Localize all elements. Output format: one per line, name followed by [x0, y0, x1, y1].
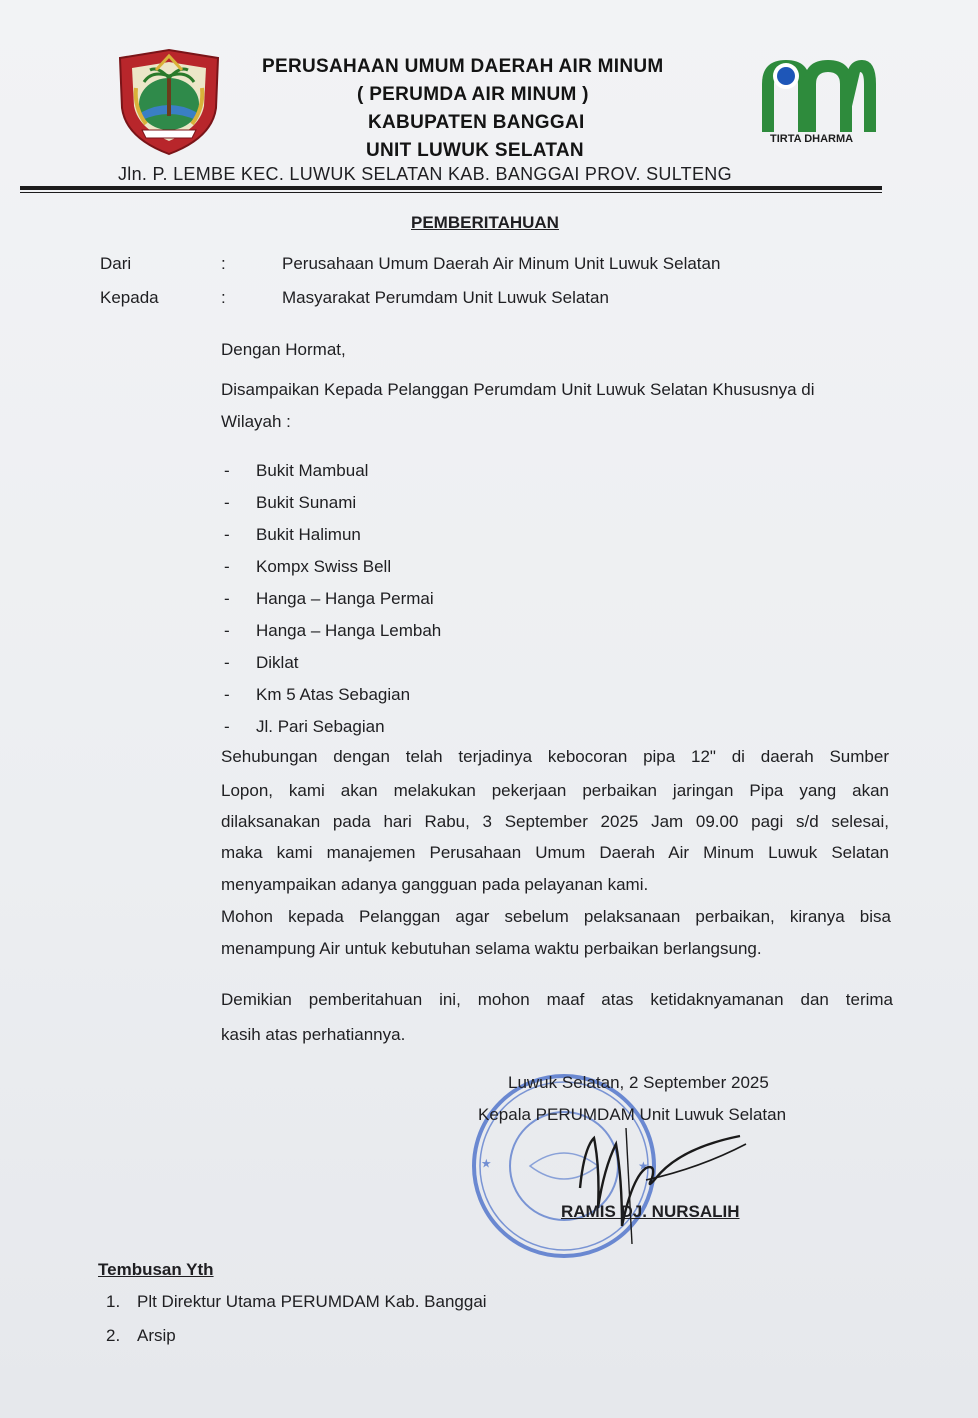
signature-position: Kepala PERUMDAM Unit Luwuk Selatan — [478, 1105, 787, 1124]
signature-name: RAMIS DJ. NURSALIH — [561, 1202, 740, 1221]
para3-line: kasih atas perhatiannya. — [221, 1025, 406, 1044]
para1-line: dilaksanakan pada hari Rabu, 3 September 2025 Jam 09.00 pagi s/d selesai, — [221, 812, 889, 831]
list-dash: - — [224, 717, 230, 736]
para2-line: Mohon kepada Pelanggan agar sebelum pelaksanaan perbaikan, kiranya bisa — [221, 907, 891, 926]
header-line-2: ( PERUMDA AIR MINUM ) — [357, 84, 589, 105]
area-item: Diklat — [256, 653, 299, 672]
handwritten-signature-icon — [560, 1108, 750, 1248]
intro-line-1: Disampaikan Kepada Pelanggan Perumdam Unit Luwuk Selatan Khususnya di — [221, 380, 815, 399]
area-item: Km 5 Atas Sebagian — [256, 685, 411, 704]
cc-item-number: 2. — [106, 1326, 121, 1345]
tirta-dharma-label: TIRTA DHARMA — [770, 133, 854, 145]
list-dash: - — [224, 525, 230, 544]
intro-line-2: Wilayah : — [221, 412, 291, 431]
to-value: Masyarakat Perumdam Unit Luwuk Selatan — [282, 288, 609, 307]
header-line-3: KABUPATEN BANGGAI — [368, 112, 585, 133]
area-item: Bukit Mambual — [256, 461, 369, 480]
area-item: Hanga – Hanga Permai — [256, 589, 434, 608]
para2-line: menampung Air untuk kebutuhan selama waktu perbaikan berlangsung. — [221, 939, 762, 958]
header-divider-thin — [20, 192, 882, 193]
svg-text:★: ★ — [477, 1156, 495, 1172]
to-label: Kepada — [100, 288, 159, 307]
area-item: Bukit Halimun — [256, 525, 361, 544]
area-item: Kompx Swiss Bell — [256, 557, 392, 576]
cc-item-text: Arsip — [137, 1326, 176, 1345]
para3-line: Demikian pemberitahuan ini, mohon maaf atas ketidaknyamanan dan terima — [221, 990, 893, 1009]
para1-line: Sehubungan dengan telah terjadinya kebocoran pipa 12" di daerah Sumber — [221, 747, 889, 766]
header-line-1: PERUSAHAAN UMUM DAERAH AIR MINUM — [262, 56, 664, 77]
list-dash: - — [224, 621, 230, 640]
signature-place-date: Luwuk Selatan, 2 September 2025 — [508, 1073, 769, 1092]
list-dash: - — [224, 461, 230, 480]
area-item: Hanga – Hanga Lembah — [256, 621, 442, 640]
area-item: Jl. Pari Sebagian — [256, 717, 385, 736]
area-item: Bukit Sunami — [256, 493, 357, 512]
list-dash: - — [224, 493, 230, 512]
from-value: Perusahaan Umum Daerah Air Minum Unit Luwuk Selatan — [282, 254, 721, 273]
para1-line: menyampaikan adanya gangguan pada pelayanan kami. — [221, 875, 649, 894]
list-dash: - — [224, 557, 230, 576]
tirta-dharma-logo-icon — [758, 54, 878, 136]
from-colon: : — [221, 254, 226, 273]
header-divider-thick — [20, 186, 882, 190]
banggai-emblem-icon — [112, 48, 226, 156]
to-colon: : — [221, 288, 226, 307]
cc-title: Tembusan Yth — [98, 1260, 214, 1279]
svg-text:★: ★ — [638, 1159, 649, 1173]
para1-line: maka kami manajemen Perusahaan Umum Daerah Air Minum Luwuk Selatan — [221, 843, 889, 862]
list-dash: - — [224, 589, 230, 608]
list-dash: - — [224, 653, 230, 672]
para1-line: Lopon, kami akan melakukan pekerjaan perbaikan jaringan Pipa yang akan — [221, 781, 889, 800]
greeting: Dengan Hormat, — [221, 340, 346, 359]
list-dash: - — [224, 685, 230, 704]
letter-title: PEMBERITAHUAN — [411, 213, 559, 232]
cc-item-text: Plt Direktur Utama PERUMDAM Kab. Banggai — [137, 1292, 487, 1311]
cc-item-number: 1. — [106, 1292, 121, 1311]
from-label: Dari — [100, 254, 132, 273]
header-address: Jln. P. LEMBE KEC. LUWUK SELATAN KAB. BANGGAI PROV. SULTENG — [118, 164, 732, 184]
header-line-4: UNIT LUWUK SELATAN — [366, 140, 584, 161]
